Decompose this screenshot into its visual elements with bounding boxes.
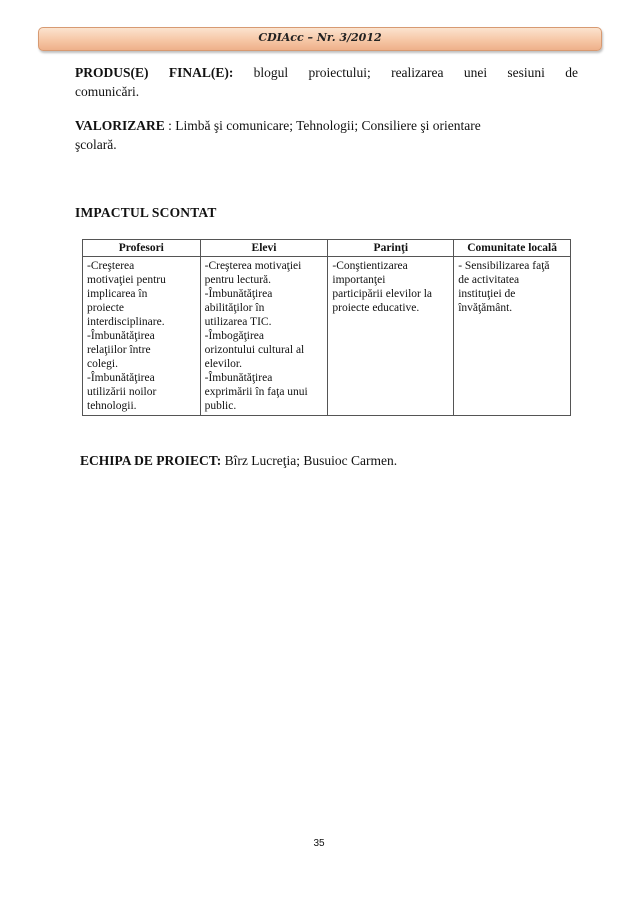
col-header-comunitate: Comunitate locală: [454, 240, 571, 257]
cell-line: abilităţilor în: [204, 302, 265, 314]
cell-comunitate: [454, 257, 571, 416]
cell-line: orizontului cultural al: [204, 344, 305, 356]
col-header-parinti: Parinţi: [328, 240, 454, 257]
cell-line: - Sensibilizarea faţă: [458, 260, 550, 272]
team-names: Bîrz Lucreţia; Busuioc Carmen.: [221, 453, 398, 468]
cell-line: exprimării în faţa unui: [204, 386, 308, 398]
table-row: [83, 257, 571, 416]
cell-line: implicarea în: [87, 288, 148, 300]
col-header-elevi: Elevi: [200, 240, 328, 257]
cell-line: interdisciplinare.: [87, 316, 165, 328]
col-header-profesori: Profesori: [83, 240, 201, 257]
produs-text-1: blogul proiectului; realizarea unei sesiuni de: [253, 65, 578, 80]
cell-line: -Îmbunătăţirea: [204, 372, 273, 384]
impact-table: [82, 239, 571, 416]
cell-line: proiecte educative.: [332, 302, 420, 314]
valorizare-text-1: : Limbă şi comunicare; Tehnologii; Consiliere şi orientare: [164, 118, 481, 133]
impact-heading: IMPACTUL SCONTAT: [75, 205, 217, 220]
cell-line: instituţiei de: [458, 288, 516, 300]
valorizare-line-1: [75, 116, 578, 135]
cell-line: -Îmbunătăţirea: [87, 330, 155, 342]
team-line: [80, 453, 397, 469]
cell-line: -Creşterea: [87, 260, 135, 272]
table-header-row: [83, 240, 571, 257]
cell-line: pentru lectură.: [204, 274, 272, 286]
cell-line: învăţământ.: [458, 302, 513, 314]
cell-parinti: [328, 257, 454, 416]
cell-line: utilizării noilor: [87, 386, 157, 398]
team-label: ECHIPA DE PROIECT:: [80, 453, 222, 468]
cell-line: proiecte: [87, 302, 125, 314]
cell-profesori: [83, 257, 201, 416]
journal-title: CDIAcc – Nr. 3/2012: [258, 31, 382, 44]
header-banner: [38, 27, 602, 51]
cell-line: relaţiilor între: [87, 344, 151, 356]
cell-line: -Conştientizarea: [332, 260, 408, 272]
cell-line: tehnologii.: [87, 400, 137, 412]
cell-line: motivaţiei pentru: [87, 274, 166, 286]
produs-line-2: comunicări.: [75, 84, 140, 99]
cell-line: colegi.: [87, 358, 118, 370]
cell-line: utilizarea TIC.: [204, 316, 272, 328]
produs-line-1: [75, 63, 578, 82]
produs-label: PRODUS(E) FINAL(E):: [75, 65, 234, 80]
cell-line: importanţei: [332, 274, 386, 286]
cell-elevi: [200, 257, 328, 416]
cell-line: -Îmbunătăţirea: [204, 288, 273, 300]
page-number: 35: [313, 838, 325, 849]
cell-line: -Creşterea motivaţiei: [204, 260, 302, 272]
cell-line: -Îmbogăţirea: [204, 330, 264, 342]
cell-line: participării elevilor la: [332, 288, 433, 300]
cell-line: de activitatea: [458, 274, 520, 286]
cell-line: public.: [204, 400, 237, 412]
valorizare-label: VALORIZARE: [75, 118, 165, 133]
cell-line: elevilor.: [204, 358, 242, 370]
cell-line: -Îmbunătăţirea: [87, 372, 155, 384]
valorizare-line-2: şcolară.: [75, 137, 117, 152]
